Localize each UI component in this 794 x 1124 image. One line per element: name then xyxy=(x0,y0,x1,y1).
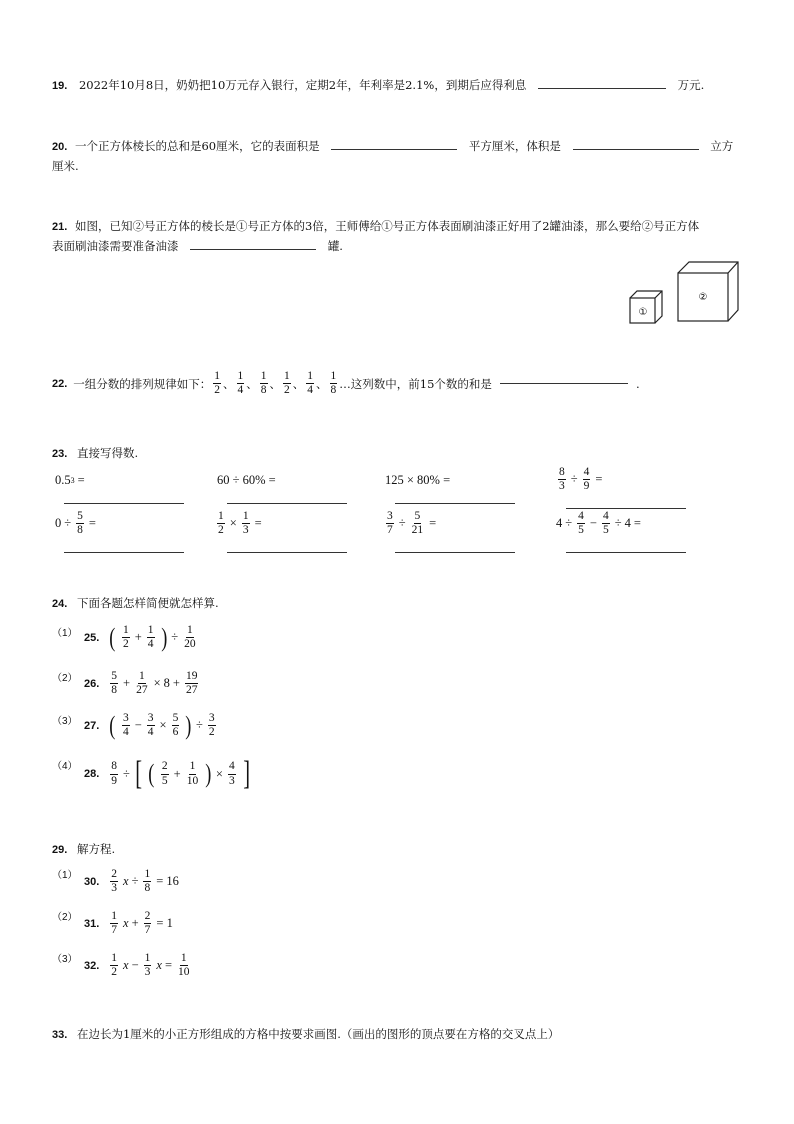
question-text: 2022年10月8日，奶奶把10万元存入银行，定期2年，年利率是2.1%，到期后应得利息 xyxy=(78,78,527,92)
cube-2-label: ② xyxy=(698,292,708,303)
question-33 xyxy=(52,1026,559,1042)
separator: 、 xyxy=(316,376,328,391)
question-number: 24. xyxy=(52,598,68,610)
fraction: $\frac{1}{4}$ xyxy=(237,370,244,397)
question-text: 在边长为1厘米的小正方形组成的方格中按要求画图.（画出的图形的顶点要在方格的交叉点上） xyxy=(76,1027,560,1041)
question-19 xyxy=(52,77,704,93)
question-title: 直接写得数. xyxy=(76,446,139,460)
problem-27: 27. ( $\frac{3}{4}$ − $\frac{3}{4}$ × $\frac{5}{6}$ ) ÷ $\frac{3}{2}$ xyxy=(84,710,215,740)
question-text: …这列数中，前15个数的和是 xyxy=(339,376,492,391)
sub-label: （2） xyxy=(52,673,78,684)
sub-label: （1） xyxy=(52,870,78,881)
equation-32: 32. $\frac{1}{2}$ x − $\frac{1}{3}$ x = $\frac{1}{10}$ xyxy=(84,952,190,979)
fraction: $\frac{1}{2}$ xyxy=(284,370,290,397)
answer-blank[interactable] xyxy=(331,149,457,150)
answer-blank[interactable] xyxy=(227,503,347,504)
answer-blank[interactable] xyxy=(227,552,347,553)
sub-label: （3） xyxy=(52,954,78,965)
answer-blank[interactable] xyxy=(566,552,686,553)
question-number: 19. xyxy=(52,80,68,92)
question-text: 一组分数的排列规律如下： xyxy=(73,376,212,391)
question-number: 33. xyxy=(52,1029,68,1041)
sub-label: （3） xyxy=(52,716,78,727)
q23-item-2: 60 ÷ 60% = xyxy=(217,473,276,487)
equation-30: 30. $\frac{2}{3}$ x ÷ $\frac{1}{8}$ = 16 xyxy=(84,868,179,895)
sub-label: （4） xyxy=(52,761,78,772)
question-21-line2 xyxy=(52,238,343,254)
equation-31: 31. $\frac{1}{7}$ x + $\frac{2}{7}$ = 1 xyxy=(84,910,173,937)
separator: 、 xyxy=(223,376,235,391)
question-number: 20. xyxy=(52,141,68,153)
fraction: $\frac{1}{2}$ xyxy=(214,370,221,397)
unit-text: 罐. xyxy=(327,239,343,253)
sub-label: （1） xyxy=(52,628,78,639)
question-21 xyxy=(52,218,699,234)
question-24 xyxy=(52,595,219,611)
q23-item-1: 0.5 3 = xyxy=(55,473,85,487)
question-title: 下面各题怎样简便就怎样算. xyxy=(76,596,219,610)
sub-label: （2） xyxy=(52,912,78,923)
unit-text: 万元. xyxy=(677,78,705,92)
fraction: $\frac{1}{8}$ xyxy=(330,370,337,397)
question-text: 表面刷油漆需要准备油漆 xyxy=(52,239,179,253)
question-number: 29. xyxy=(52,844,68,856)
problem-26: 26. $\frac{5}{8}$ + $\frac{1}{27}$ × 8 + $\frac{19}{27}$ xyxy=(84,670,198,697)
question-23 xyxy=(52,445,138,461)
question-text: 立方 xyxy=(710,139,734,153)
fraction: $\frac{1}{8}$ xyxy=(260,370,267,397)
question-text: 一个正方体棱长的总和是60厘米，它的表面积是 xyxy=(74,139,320,153)
question-number: 22. xyxy=(52,377,68,390)
question-text: 平方厘米，体积是 xyxy=(468,139,561,153)
question-29 xyxy=(52,841,115,857)
answer-blank[interactable] xyxy=(64,552,184,553)
fraction: $\frac{1}{4}$ xyxy=(307,370,314,397)
separator: 、 xyxy=(246,376,258,391)
problem-25: 25. ( $\frac{1}{2}$ + $\frac{1}{4}$ ) ÷ $\frac{1}{20}$ xyxy=(84,622,196,652)
answer-blank[interactable] xyxy=(566,508,686,509)
cubes-figure xyxy=(625,258,745,328)
question-number: 23. xyxy=(52,448,68,460)
answer-blank[interactable] xyxy=(64,503,184,504)
cube-1-label: ① xyxy=(638,307,648,318)
q23-item-6: $\frac{1}{2}$ × $\frac{1}{3}$ = xyxy=(218,510,262,537)
q23-item-7: $\frac{3}{7}$ ÷ $\frac{5}{21}$ = xyxy=(387,510,437,537)
answer-blank[interactable] xyxy=(395,552,515,553)
q23-item-5: 0 ÷ $\frac{5}{8}$ = xyxy=(55,510,96,537)
question-text: 厘米. xyxy=(52,159,79,173)
answer-blank[interactable] xyxy=(190,249,316,250)
question-20 xyxy=(52,138,733,154)
separator: 、 xyxy=(292,376,305,391)
problem-28: 28. $\frac{8}{9}$ ÷ [ ( $\frac{2}{5}$ + $\frac{1}{10}$ ) × $\frac{4}{3}$ ] xyxy=(84,755,250,792)
end-mark: . xyxy=(635,376,640,391)
question-text: 如图，已知②号正方体的棱长是①号正方体的3倍，王师傅给①号正方体表面刷油漆正好用了2罐油漆，那么要给②号正方体 xyxy=(74,219,700,233)
cube-2 xyxy=(678,262,738,321)
answer-blank[interactable] xyxy=(573,149,699,150)
q23-item-3: 125 × 80% = xyxy=(385,473,451,487)
question-title: 解方程. xyxy=(76,842,116,856)
question-number: 21. xyxy=(52,221,68,233)
q23-item-4: $\frac{8}{3}$ ÷ $\frac{4}{9}$ = xyxy=(559,466,603,493)
separator: 、 xyxy=(269,376,282,391)
q23-item-8: 4 ÷ $\frac{4}{5}$ − $\frac{4}{5}$ ÷ 4 = xyxy=(556,510,641,537)
question-22 xyxy=(52,370,640,397)
answer-blank[interactable] xyxy=(500,383,628,384)
answer-blank[interactable] xyxy=(538,88,666,89)
answer-blank[interactable] xyxy=(395,503,515,504)
